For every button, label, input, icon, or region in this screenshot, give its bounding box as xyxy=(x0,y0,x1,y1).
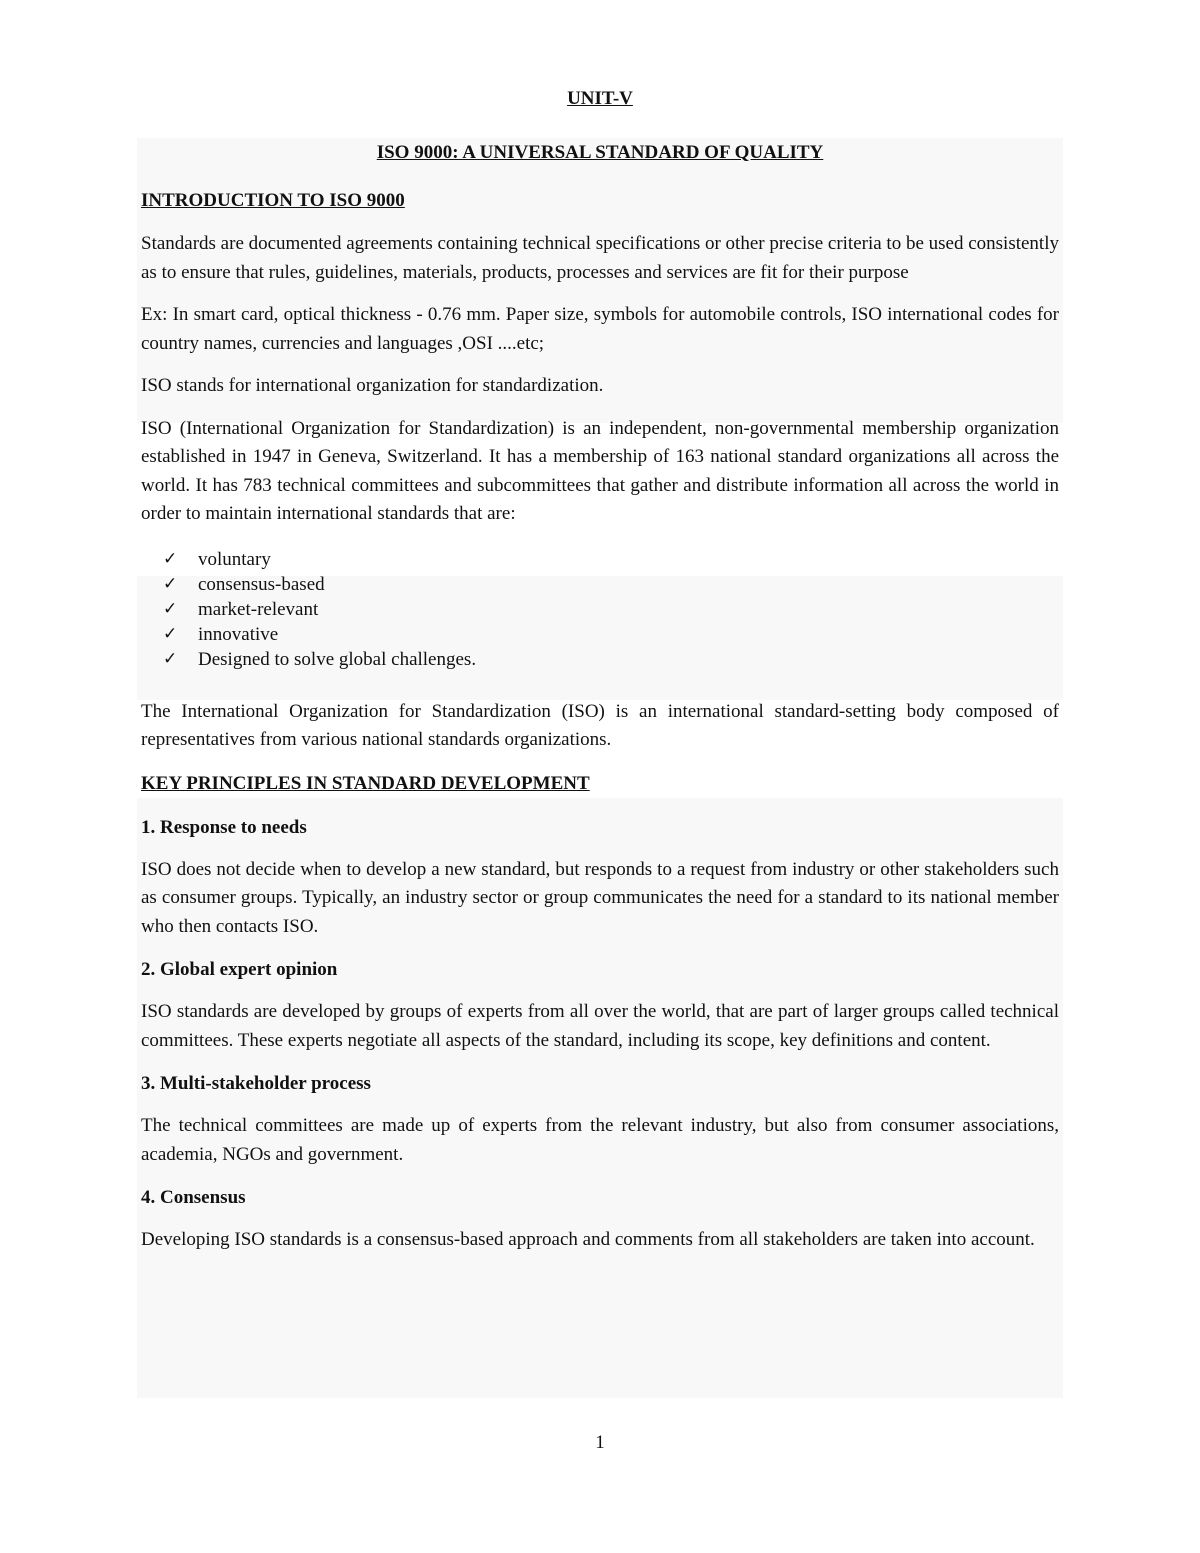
list-item: ✓ innovative xyxy=(141,622,1059,647)
page-number: 1 xyxy=(595,1432,605,1453)
unit-title: UNIT-V xyxy=(567,88,633,109)
principle-title: 3. Multi-stakeholder process xyxy=(141,1073,371,1094)
principles-heading: KEY PRINCIPLES IN STANDARD DEVELOPMENT xyxy=(141,772,590,794)
list-item: ✓ consensus-based xyxy=(141,572,1059,597)
standards-checklist xyxy=(141,547,1059,672)
list-item: ✓ Designed to solve global challenges. xyxy=(141,647,1059,672)
principle-title: 2. Global expert opinion xyxy=(141,959,338,980)
list-item: ✓ voluntary xyxy=(141,547,1059,572)
intro-paragraph-2: Ex: In smart card, optical thickness - 0.76 mm. Paper size, symbols for automobile controls, ISO international codes for country names, currencies and languages ,OSI ....etc; xyxy=(141,304,1059,354)
intro-closing-paragraph: The International Organization for Standardization (ISO) is an international standard-setting body composed of representatives from various national standards organizations. xyxy=(141,700,1059,750)
principle-text: The technical committees are made up of experts from the relevant industry, but also from consumer associations, academia, NGOs and government. xyxy=(141,1115,1059,1165)
principle-text: Developing ISO standards is a consensus-based approach and comments from all stakeholders are taken into account. xyxy=(141,1229,1035,1250)
checkmark-icon: ✓ xyxy=(163,573,178,594)
checkmark-icon: ✓ xyxy=(163,648,178,669)
list-item: ✓ market-relevant xyxy=(141,597,1059,622)
document-content xyxy=(141,138,1059,1269)
checkmark-icon: ✓ xyxy=(163,623,178,644)
principle-title: 4. Consensus xyxy=(141,1187,246,1208)
principle-text: ISO does not decide when to develop a new standard, but responds to a request from industry or other stakeholders such as consumer groups. Typically, an industry sector or group communicates the need for a standard to its national member who then contacts ISO. xyxy=(141,858,1059,937)
document-title: ISO 9000: A UNIVERSAL STANDARD OF QUALITY xyxy=(376,142,824,163)
checkmark-icon: ✓ xyxy=(163,598,178,619)
intro-paragraph-3: ISO stands for international organization for standardization. xyxy=(141,375,604,396)
intro-paragraph-1: Standards are documented agreements containing technical specifications or other precise criteria to be used consistently as to ensure that rules, guidelines, materials, products, processes and services are fit for their purpose xyxy=(141,233,1059,283)
intro-paragraph-4: ISO (International Organization for Standardization) is an independent, non-governmental membership organization established in 1947 in Geneva, Switzerland. It has a membership of 163 national standard organizations all across the world. It has 783 technical committees and subcommittees that gather and distribute information all across the world in order to maintain international standards that are: xyxy=(141,417,1059,524)
checkmark-icon: ✓ xyxy=(163,548,178,569)
intro-heading: INTRODUCTION TO ISO 9000 xyxy=(141,190,405,211)
principle-title: 1. Response to needs xyxy=(141,816,307,838)
principle-text: ISO standards are developed by groups of experts from all over the world, that are part of larger groups called technical committees. These experts negotiate all aspects of the standard, including its scope, key definitions and content. xyxy=(141,1001,1059,1051)
